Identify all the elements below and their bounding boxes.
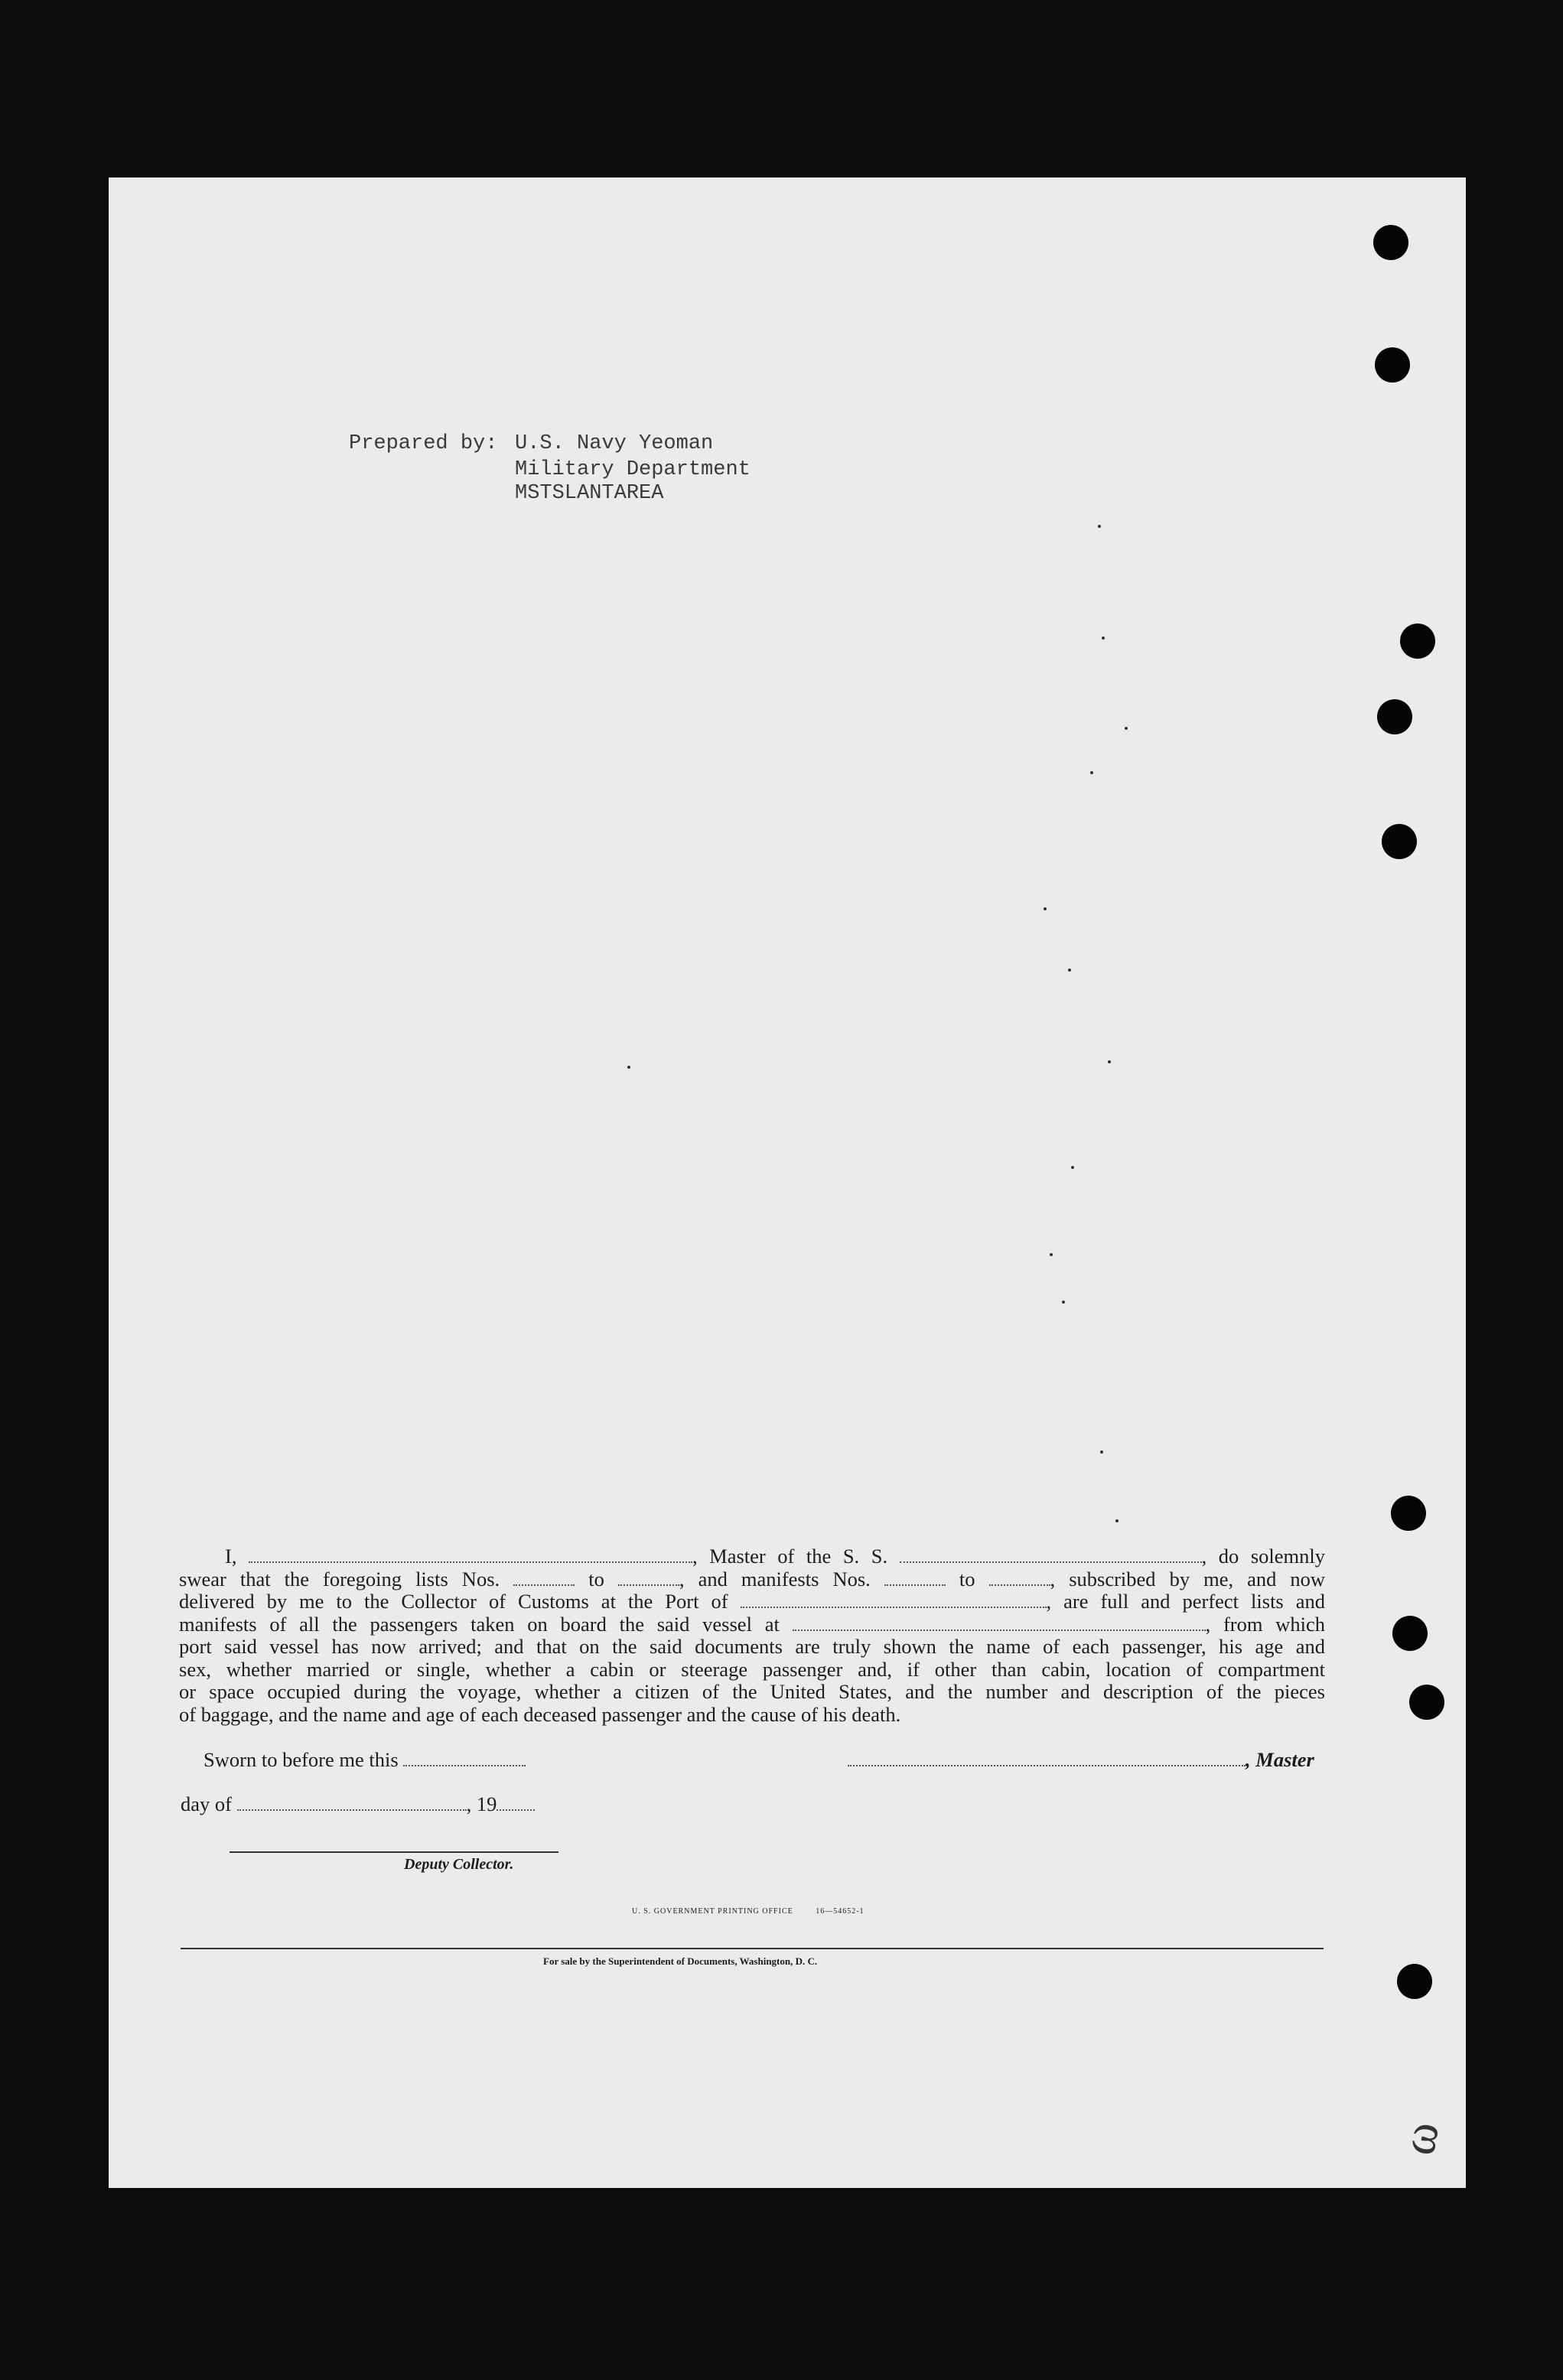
- form-number: 16—54652-1: [816, 1907, 865, 1916]
- master-name-field[interactable]: [249, 1546, 692, 1563]
- punch-hole: [1392, 1616, 1428, 1651]
- speck: [1071, 1166, 1074, 1169]
- manifests-from-field[interactable]: [884, 1569, 946, 1586]
- oath-line-2: [179, 1568, 1325, 1591]
- oath-line-5: port said vessel has now arrived; and that on the said documents are truly shown the name of each passenger, his age and: [179, 1635, 1325, 1658]
- speck: [1090, 771, 1093, 774]
- deputy-collector-label: Deputy Collector.: [404, 1856, 514, 1873]
- oath-text: , do solemnly: [1201, 1545, 1326, 1568]
- punch-hole: [1391, 1496, 1426, 1531]
- oath-text: , Master of the S. S.: [692, 1545, 888, 1568]
- year-field[interactable]: [497, 1794, 535, 1811]
- speck: [1100, 1450, 1103, 1454]
- sworn-label: Sworn to before me this: [204, 1748, 399, 1771]
- oath-text: swear that the foregoing lists Nos.: [179, 1567, 500, 1590]
- oath-line-4: [179, 1613, 1325, 1636]
- punch-hole: [1373, 225, 1408, 260]
- punch-hole: [1375, 347, 1410, 383]
- punch-hole: [1377, 699, 1412, 734]
- day-of-field[interactable]: [237, 1794, 467, 1811]
- speck: [1098, 525, 1101, 528]
- speck: [1115, 1519, 1119, 1522]
- speck: [1125, 727, 1128, 730]
- sworn-date-field[interactable]: [403, 1750, 526, 1766]
- oath-text: , from which: [1205, 1612, 1326, 1636]
- master-signature-field[interactable]: [848, 1750, 1246, 1766]
- oath-text: to: [588, 1567, 604, 1590]
- oath-paragraph: [179, 1545, 1325, 1726]
- prepared-by-line3: MSTSLANTAREA: [515, 482, 664, 505]
- deputy-signature-rule[interactable]: [230, 1851, 558, 1853]
- lists-to-field[interactable]: [618, 1569, 679, 1586]
- speck: [1102, 637, 1105, 640]
- speck: [1062, 1301, 1065, 1304]
- punch-hole: [1400, 623, 1435, 659]
- port-of-field[interactable]: [741, 1591, 1047, 1608]
- vessel-name-field[interactable]: [900, 1546, 1202, 1563]
- oath-text: , and manifests Nos.: [679, 1567, 871, 1590]
- speck: [627, 1066, 630, 1069]
- sworn-line: [204, 1748, 526, 1772]
- punch-hole: [1382, 824, 1417, 859]
- oath-line-1: [179, 1545, 1325, 1568]
- master-signature-line: [848, 1748, 1314, 1772]
- prepared-by-line2: Military Department: [515, 458, 751, 481]
- embarkation-port-field[interactable]: [793, 1614, 1206, 1631]
- sale-note: For sale by the Superintendent of Documents, Washington, D. C.: [543, 1955, 818, 1967]
- oath-text: delivered by me to the Collector of Customs at the Port of: [179, 1590, 728, 1613]
- speck: [1044, 907, 1047, 910]
- day-of-label: day of: [181, 1792, 232, 1815]
- printing-office: U. S. GOVERNMENT PRINTING OFFICE: [632, 1907, 793, 1916]
- oath-text: I,: [225, 1545, 237, 1568]
- oath-line-8: of baggage, and the name and age of each deceased passenger and the cause of his death.: [179, 1702, 901, 1726]
- printing-office-line: [632, 1907, 865, 1916]
- oath-text: manifests of all the passengers taken on board the said vessel at: [179, 1612, 780, 1636]
- punch-hole: [1397, 1964, 1432, 1999]
- day-of-line: [181, 1792, 535, 1816]
- master-label: , Master: [1246, 1748, 1314, 1771]
- oath-line-3: [179, 1590, 1325, 1613]
- oath-text: , subscribed by me, and now: [1050, 1567, 1326, 1590]
- document-sheet: [109, 177, 1466, 2188]
- prepared-by-label: Prepared by:: [349, 432, 498, 455]
- speck: [1108, 1060, 1111, 1063]
- speck: [1068, 969, 1071, 972]
- year-label: , 19: [466, 1792, 497, 1815]
- prepared-by-line1: U.S. Navy Yeoman: [515, 432, 714, 455]
- speck: [1050, 1253, 1053, 1256]
- oath-text: to: [959, 1567, 975, 1590]
- punch-hole: [1409, 1685, 1444, 1720]
- oath-line-7: or space occupied during the voyage, whether a citizen of the United States, and the number and description of the pieces: [179, 1680, 1325, 1703]
- oath-line-6: sex, whether married or single, whether a cabin or steerage passenger and, if other than cabin, location of compartment: [179, 1657, 1325, 1681]
- oath-text: , are full and perfect lists and: [1046, 1590, 1325, 1613]
- manifests-to-field[interactable]: [989, 1569, 1050, 1586]
- lists-from-field[interactable]: [513, 1569, 575, 1586]
- handwritten-page-mark: ω: [1389, 2118, 1450, 2159]
- footer-rule: [181, 1948, 1324, 1949]
